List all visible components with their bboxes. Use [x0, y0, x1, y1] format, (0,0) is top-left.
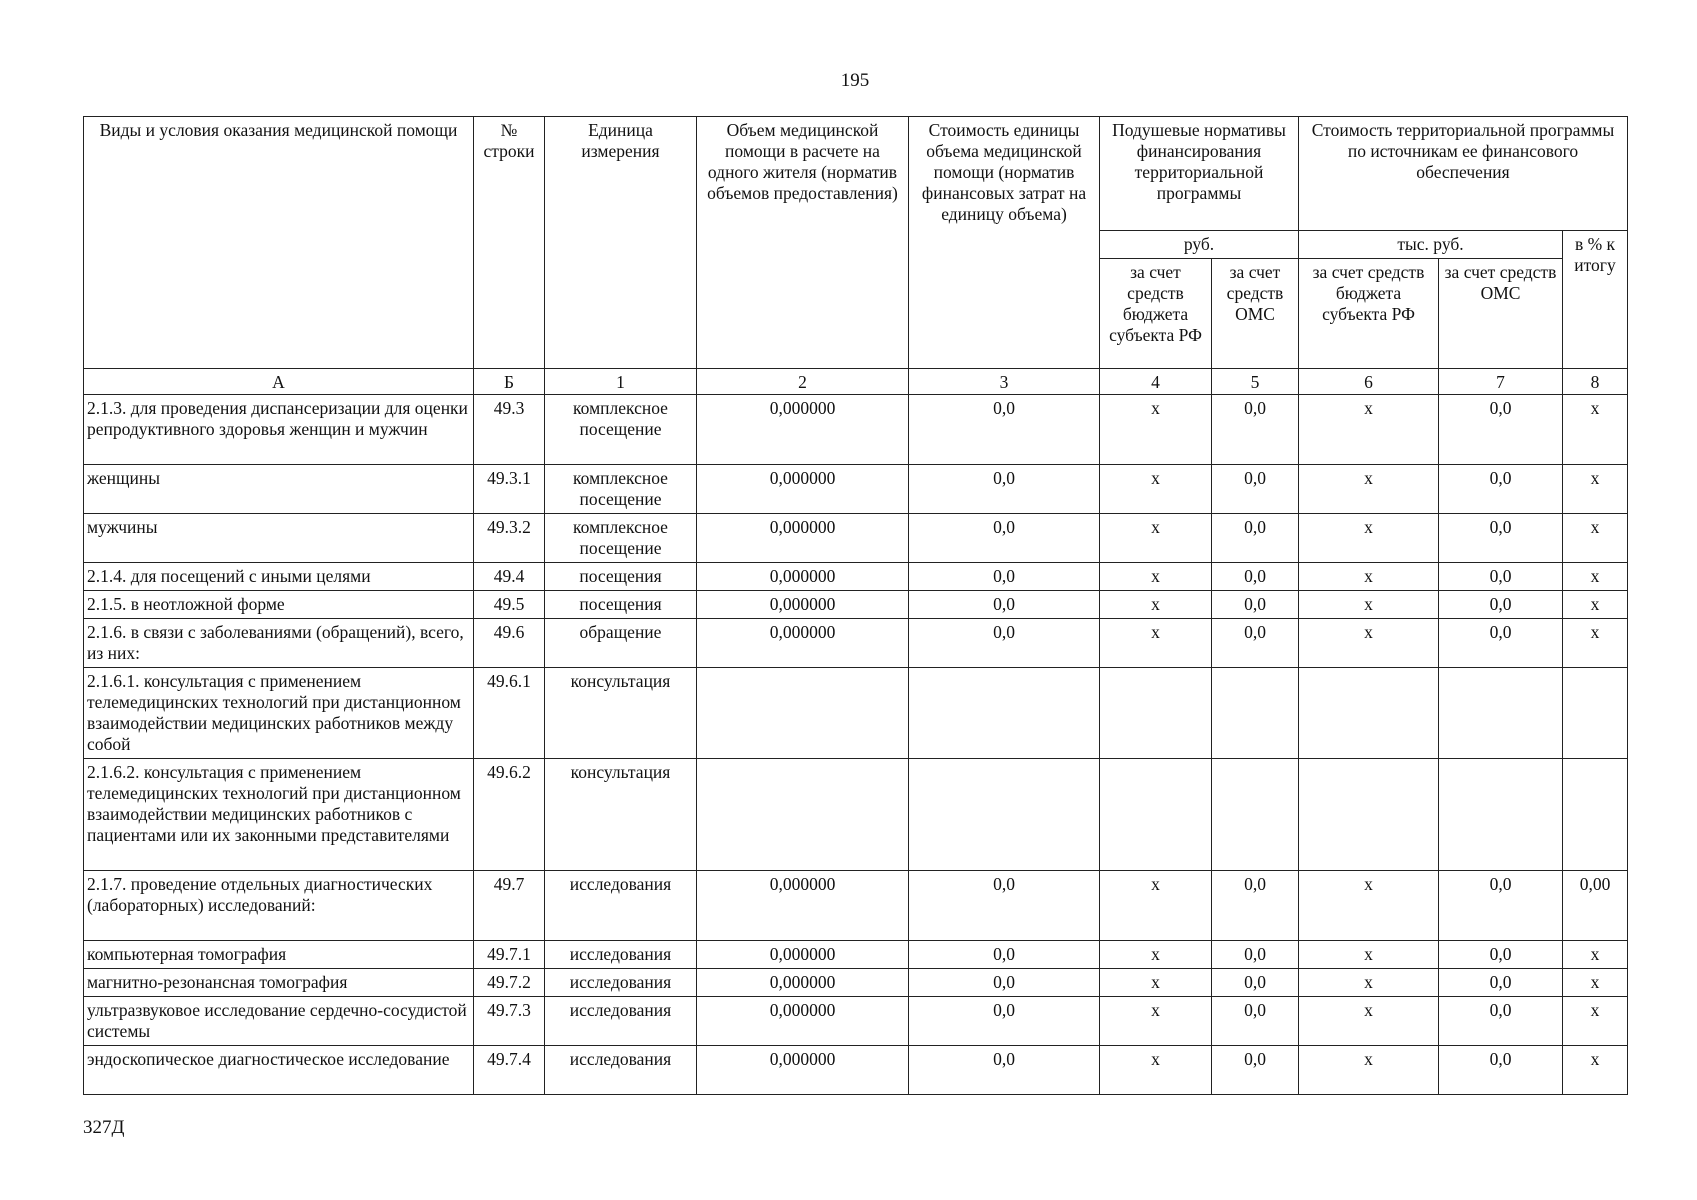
row-program-budget: х — [1299, 1046, 1439, 1095]
row-program-oms — [1439, 668, 1563, 759]
column-index: 8 — [1563, 369, 1628, 395]
row-program-oms: 0,0 — [1439, 871, 1563, 941]
header-program-cost: Стоимость территориальной программы по источникам ее финансового обеспечения — [1299, 117, 1628, 231]
table-row — [84, 668, 1628, 759]
column-index: 1 — [545, 369, 697, 395]
row-number: 49.3 — [474, 395, 545, 465]
row-per-capita-oms: 0,0 — [1212, 969, 1299, 997]
table-row — [84, 871, 1628, 941]
row-number: 49.6 — [474, 619, 545, 668]
row-unit: консультация — [545, 668, 697, 759]
row-program-oms: 0,0 — [1439, 1046, 1563, 1095]
row-pct-total: х — [1563, 395, 1628, 465]
row-per-capita-oms: 0,0 — [1212, 997, 1299, 1046]
column-index: 7 — [1439, 369, 1563, 395]
row-unit: исследования — [545, 997, 697, 1046]
row-per-capita-budget: х — [1100, 941, 1212, 969]
row-unit: исследования — [545, 969, 697, 997]
row-cost: 0,0 — [909, 395, 1100, 465]
header-per-capita: Подушевые нормативы финансирования территориальной программы — [1100, 117, 1299, 231]
row-per-capita-oms: 0,0 — [1212, 563, 1299, 591]
row-cost: 0,0 — [909, 465, 1100, 514]
row-volume: 0,000000 — [697, 395, 909, 465]
row-program-budget: х — [1299, 619, 1439, 668]
header-unit: Единица измерения — [545, 117, 697, 369]
row-volume: 0,000000 — [697, 591, 909, 619]
column-index: 3 — [909, 369, 1100, 395]
row-cost: 0,0 — [909, 619, 1100, 668]
document-code: 327Д — [83, 1117, 125, 1138]
row-pct-total: х — [1563, 591, 1628, 619]
row-number: 49.6.2 — [474, 759, 545, 871]
row-volume — [697, 668, 909, 759]
row-per-capita-budget: х — [1100, 591, 1212, 619]
row-number: 49.6.1 — [474, 668, 545, 759]
header-thous-rub: тыс. руб. — [1299, 231, 1563, 259]
column-index: Б — [474, 369, 545, 395]
row-number: 49.5 — [474, 591, 545, 619]
row-program-budget: х — [1299, 969, 1439, 997]
table-row — [84, 395, 1628, 465]
row-unit: исследования — [545, 941, 697, 969]
row-pct-total: х — [1563, 997, 1628, 1046]
row-program-budget: х — [1299, 514, 1439, 563]
row-unit: комплексное посещение — [545, 465, 697, 514]
row-per-capita-oms: 0,0 — [1212, 871, 1299, 941]
table-row — [84, 969, 1628, 997]
row-cost: 0,0 — [909, 997, 1100, 1046]
header-rub: руб. — [1100, 231, 1299, 259]
column-index: 5 — [1212, 369, 1299, 395]
row-per-capita-budget: х — [1100, 871, 1212, 941]
row-cost: 0,0 — [909, 969, 1100, 997]
row-number: 49.7.3 — [474, 997, 545, 1046]
row-cost — [909, 668, 1100, 759]
row-program-budget — [1299, 759, 1439, 871]
row-unit: исследования — [545, 1046, 697, 1095]
row-program-budget: х — [1299, 591, 1439, 619]
row-program-oms: 0,0 — [1439, 465, 1563, 514]
row-volume: 0,000000 — [697, 514, 909, 563]
row-unit: исследования — [545, 871, 697, 941]
row-pct-total: х — [1563, 563, 1628, 591]
row-per-capita-oms: 0,0 — [1212, 514, 1299, 563]
row-program-budget: х — [1299, 395, 1439, 465]
row-program-budget: х — [1299, 941, 1439, 969]
row-volume: 0,000000 — [697, 1046, 909, 1095]
row-cost: 0,0 — [909, 871, 1100, 941]
table-row — [84, 514, 1628, 563]
row-number: 49.3.2 — [474, 514, 545, 563]
row-name: женщины — [84, 465, 474, 514]
row-program-oms: 0,0 — [1439, 514, 1563, 563]
row-number: 49.7.4 — [474, 1046, 545, 1095]
table-row — [84, 997, 1628, 1046]
row-pct-total: х — [1563, 941, 1628, 969]
row-pct-total: х — [1563, 514, 1628, 563]
row-program-oms: 0,0 — [1439, 563, 1563, 591]
table-row — [84, 619, 1628, 668]
column-index: А — [84, 369, 474, 395]
table-row — [84, 563, 1628, 591]
row-unit: обращение — [545, 619, 697, 668]
row-name: магнитно-резонансная томография — [84, 969, 474, 997]
row-unit: комплексное посещение — [545, 514, 697, 563]
row-program-budget: х — [1299, 563, 1439, 591]
row-pct-total: х — [1563, 465, 1628, 514]
row-program-oms: 0,0 — [1439, 941, 1563, 969]
row-per-capita-oms: 0,0 — [1212, 395, 1299, 465]
row-volume: 0,000000 — [697, 563, 909, 591]
row-name: 2.1.4. для посещений с иными целями — [84, 563, 474, 591]
row-number: 49.7.2 — [474, 969, 545, 997]
column-index: 6 — [1299, 369, 1439, 395]
table-row — [84, 591, 1628, 619]
row-name: компьютерная томография — [84, 941, 474, 969]
header-pct-total: в % к итогу — [1563, 231, 1628, 369]
program-cost-table — [83, 116, 1628, 1095]
header-budget-subject-rf-2: за счет средств бюджета субъекта РФ — [1299, 259, 1439, 369]
row-program-budget: х — [1299, 465, 1439, 514]
header-row-no: № строки — [474, 117, 545, 369]
row-number: 49.3.1 — [474, 465, 545, 514]
row-volume: 0,000000 — [697, 941, 909, 969]
row-name: эндоскопическое диагностическое исследование — [84, 1046, 474, 1095]
row-per-capita-budget: х — [1100, 969, 1212, 997]
row-pct-total — [1563, 668, 1628, 759]
header-oms-2: за счет средств ОМС — [1439, 259, 1563, 369]
row-program-oms — [1439, 759, 1563, 871]
table-row — [84, 941, 1628, 969]
row-per-capita-budget: х — [1100, 619, 1212, 668]
table-row — [84, 465, 1628, 514]
row-per-capita-budget — [1100, 668, 1212, 759]
row-volume: 0,000000 — [697, 969, 909, 997]
row-number: 49.7 — [474, 871, 545, 941]
row-per-capita-budget: х — [1100, 395, 1212, 465]
row-name: 2.1.7. проведение отдельных диагностических (лабораторных) исследований: — [84, 871, 474, 941]
row-per-capita-oms — [1212, 668, 1299, 759]
row-pct-total: х — [1563, 619, 1628, 668]
row-unit: комплексное посещение — [545, 395, 697, 465]
row-pct-total: х — [1563, 969, 1628, 997]
row-name: ультразвуковое исследование сердечно-сосудистой системы — [84, 997, 474, 1046]
row-cost: 0,0 — [909, 1046, 1100, 1095]
row-per-capita-budget: х — [1100, 563, 1212, 591]
row-program-oms: 0,0 — [1439, 997, 1563, 1046]
row-volume: 0,000000 — [697, 871, 909, 941]
row-cost: 0,0 — [909, 563, 1100, 591]
row-name: 2.1.6.2. консультация с применением телемедицинских технологий при дистанционном взаимодействии медицинских работников с пациентами или их законными представителями — [84, 759, 474, 871]
row-program-budget: х — [1299, 997, 1439, 1046]
header-type: Виды и условия оказания медицинской помощи — [84, 117, 474, 369]
row-program-oms: 0,0 — [1439, 591, 1563, 619]
page-number: 195 — [840, 70, 870, 91]
row-per-capita-oms — [1212, 759, 1299, 871]
row-cost: 0,0 — [909, 514, 1100, 563]
row-per-capita-oms: 0,0 — [1212, 465, 1299, 514]
row-program-oms: 0,0 — [1439, 395, 1563, 465]
header-cost: Стоимость единицы объема медицинской помощи (норматив финансовых затрат на единицу объема) — [909, 117, 1100, 369]
row-pct-total — [1563, 759, 1628, 871]
table-row — [84, 759, 1628, 871]
row-program-oms: 0,0 — [1439, 969, 1563, 997]
row-cost: 0,0 — [909, 591, 1100, 619]
row-per-capita-oms: 0,0 — [1212, 941, 1299, 969]
row-number: 49.4 — [474, 563, 545, 591]
row-program-budget — [1299, 668, 1439, 759]
row-per-capita-budget: х — [1100, 997, 1212, 1046]
row-program-oms: 0,0 — [1439, 619, 1563, 668]
row-unit: посещения — [545, 591, 697, 619]
row-program-budget: х — [1299, 871, 1439, 941]
row-pct-total: 0,00 — [1563, 871, 1628, 941]
row-per-capita-oms: 0,0 — [1212, 1046, 1299, 1095]
row-name: 2.1.5. в неотложной форме — [84, 591, 474, 619]
row-name: 2.1.6. в связи с заболеваниями (обращений), всего, из них: — [84, 619, 474, 668]
row-per-capita-oms: 0,0 — [1212, 591, 1299, 619]
row-volume — [697, 759, 909, 871]
header-volume: Объем медицинской помощи в расчете на одного жителя (норматив объемов предоставления) — [697, 117, 909, 369]
row-per-capita-oms: 0,0 — [1212, 619, 1299, 668]
row-cost: 0,0 — [909, 941, 1100, 969]
row-per-capita-budget: х — [1100, 465, 1212, 514]
row-volume: 0,000000 — [697, 619, 909, 668]
column-index: 4 — [1100, 369, 1212, 395]
row-unit: консультация — [545, 759, 697, 871]
row-cost — [909, 759, 1100, 871]
header-oms: за счет средств ОМС — [1212, 259, 1299, 369]
row-per-capita-budget: х — [1100, 1046, 1212, 1095]
row-unit: посещения — [545, 563, 697, 591]
column-index: 2 — [697, 369, 909, 395]
row-name: 2.1.3. для проведения диспансеризации для оценки репродуктивного здоровья женщин и мужчин — [84, 395, 474, 465]
row-number: 49.7.1 — [474, 941, 545, 969]
header-budget-subject-rf: за счет средств бюджета субъекта РФ — [1100, 259, 1212, 369]
row-per-capita-budget — [1100, 759, 1212, 871]
table-row — [84, 1046, 1628, 1095]
row-volume: 0,000000 — [697, 997, 909, 1046]
row-pct-total: х — [1563, 1046, 1628, 1095]
row-per-capita-budget: х — [1100, 514, 1212, 563]
row-volume: 0,000000 — [697, 465, 909, 514]
row-name: мужчины — [84, 514, 474, 563]
row-name: 2.1.6.1. консультация с применением телемедицинских технологий при дистанционном взаимодействии медицинских работников между собой — [84, 668, 474, 759]
